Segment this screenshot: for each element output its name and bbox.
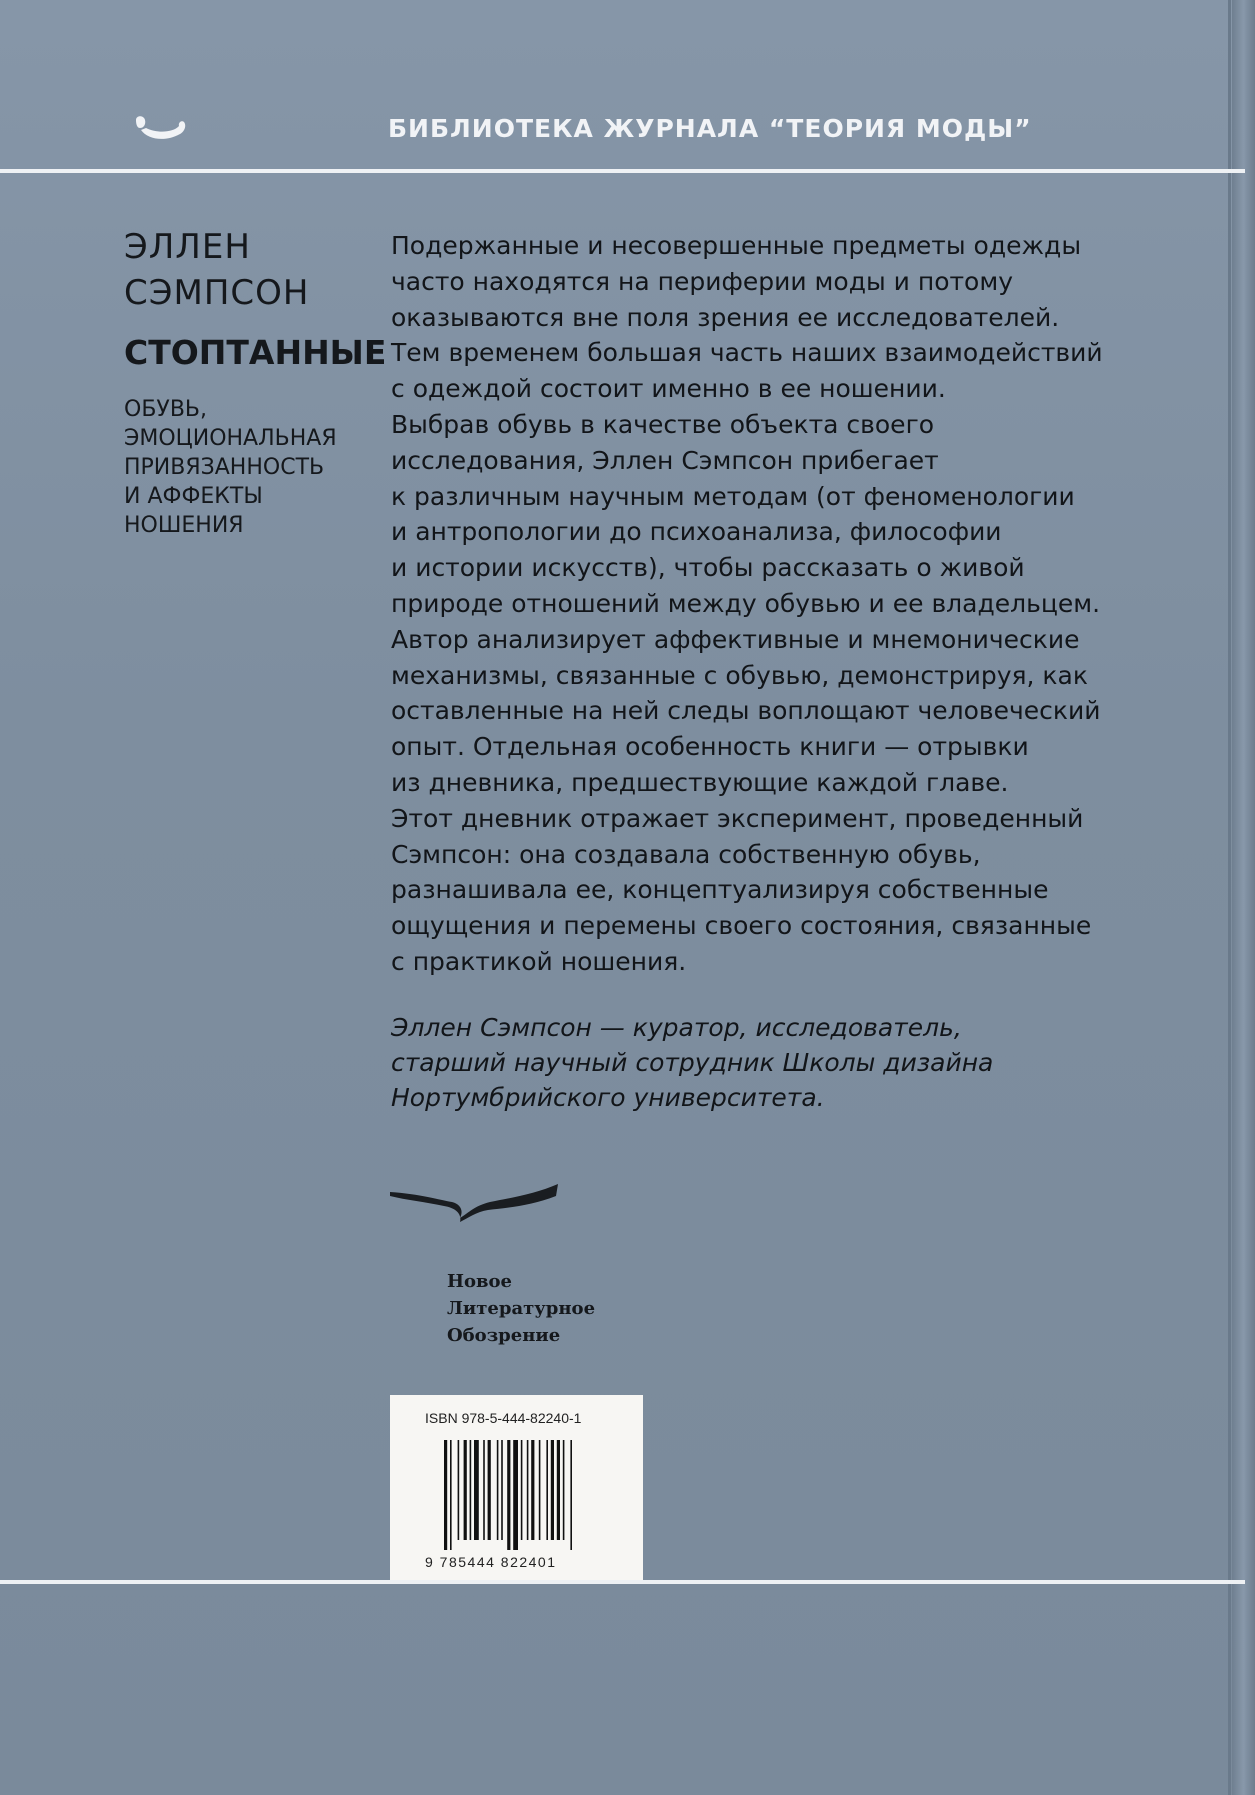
book-description	[391, 228, 1103, 980]
bio-line: Нортумбрийского университета.	[391, 1083, 825, 1112]
barcode-bar	[497, 1440, 499, 1540]
description-line: Автор анализирует аффективные и мнемонические	[391, 624, 1080, 654]
barcode-bar	[531, 1440, 534, 1540]
book-subtitle	[124, 395, 374, 540]
series-logo-icon	[132, 112, 192, 146]
description-line: Сэмпсон: она создавала собственную обувь,	[391, 839, 981, 869]
description-line: с одеждой состоит именно в ее ношении.	[391, 374, 946, 404]
author-line: ЭЛЛЕН	[124, 227, 251, 267]
barcode-bar	[527, 1440, 529, 1540]
bottom-divider-line	[0, 1580, 1245, 1584]
description-line: механизмы, связанные с обувью, демонстрируя, как	[391, 660, 1088, 690]
description-line: разнашивала ее, концептуализируя собственные	[391, 875, 1049, 905]
description-line: из дневника, предшествующие каждой главе.	[391, 767, 1009, 797]
barcode-bar	[551, 1440, 554, 1540]
barcode-bar	[563, 1440, 565, 1540]
barcode-bar	[513, 1440, 518, 1550]
author-bio	[391, 1010, 1091, 1115]
barcode-bar	[458, 1440, 460, 1540]
barcode-bar	[474, 1440, 479, 1540]
description-line: природе отношений между обувью и ее владельцем.	[391, 588, 1101, 618]
isbn-panel	[390, 1395, 643, 1580]
description-line: Тем временем большая часть наших взаимодействий	[391, 338, 1103, 368]
publisher-line: Новое	[447, 1271, 512, 1292]
author-line: СЭМПСОН	[124, 273, 310, 313]
barcode-bar	[444, 1440, 447, 1550]
barcode-bar	[539, 1440, 541, 1540]
description-line: к различным научным методам (от феноменологии	[391, 481, 1075, 511]
bio-line: старший научный сотрудник Школы дизайна	[391, 1048, 994, 1077]
spine-groove	[1228, 0, 1231, 1795]
barcode-bar	[450, 1440, 452, 1550]
barcode	[442, 1440, 592, 1550]
description-line: и антропологии до психоанализа, философии	[391, 517, 1002, 547]
book-spine	[1232, 0, 1255, 1795]
barcode-bar	[501, 1440, 503, 1540]
barcode-bar	[507, 1440, 510, 1550]
barcode-digits: 9 785444 822401	[425, 1554, 557, 1570]
isbn-label: ISBN 978-5-444-82240-1	[425, 1410, 582, 1426]
description-line: Подержанные и несовершенные предметы одежды	[391, 231, 1082, 260]
barcode-bar	[557, 1440, 560, 1540]
description-line: оказываются вне поля зрения ее исследователей.	[391, 302, 1060, 332]
bio-line: Эллен Сэмпсон — куратор, исследователь,	[391, 1013, 962, 1042]
barcode-bar	[521, 1440, 523, 1540]
publisher-ornament-icon	[390, 1180, 558, 1222]
description-line: Выбрав обувь в качестве объекта своего	[391, 409, 934, 439]
description-line: часто находятся на периферии моды и потому	[391, 266, 1014, 296]
barcode-bar	[546, 1440, 548, 1540]
series-title: БИБЛИОТЕКА ЖУРНАЛА “ТЕОРИЯ МОДЫ”	[388, 114, 1032, 143]
author-name	[124, 224, 384, 316]
description-line: оставленные на ней следы воплощают человеческий	[391, 696, 1101, 726]
subtitle-line: И АФФЕКТЫ	[124, 484, 263, 509]
subtitle-line: ОБУВЬ,	[124, 397, 207, 422]
book-title: СТОПТАННЫЕ	[124, 333, 387, 372]
barcode-bar	[483, 1440, 485, 1540]
description-line: Этот дневник отражает эксперимент, проведенный	[391, 803, 1084, 833]
barcode-bar	[488, 1440, 491, 1540]
barcode-bar	[570, 1440, 572, 1550]
description-line: ощущения и перемены своего состояния, связанные	[391, 911, 1092, 941]
barcode-bar	[470, 1440, 472, 1540]
top-divider-line	[0, 169, 1245, 173]
description-line: исследования, Эллен Сэмпсон прибегает	[391, 445, 939, 475]
publisher-line: Обозрение	[447, 1325, 561, 1346]
barcode-bar	[464, 1440, 467, 1540]
subtitle-line: ЭМОЦИОНАЛЬНАЯ	[124, 426, 337, 451]
description-line: и истории искусств), чтобы рассказать о живой	[391, 553, 1025, 583]
subtitle-line: НОШЕНИЯ	[124, 513, 244, 538]
description-line: опыт. Отдельная особенность книги — отрывки	[391, 732, 1029, 762]
publisher-name	[447, 1268, 667, 1349]
publisher-line: Литературное	[447, 1298, 596, 1319]
description-line: с практикой ношения.	[391, 946, 687, 976]
subtitle-line: ПРИВЯЗАННОСТЬ	[124, 455, 325, 480]
